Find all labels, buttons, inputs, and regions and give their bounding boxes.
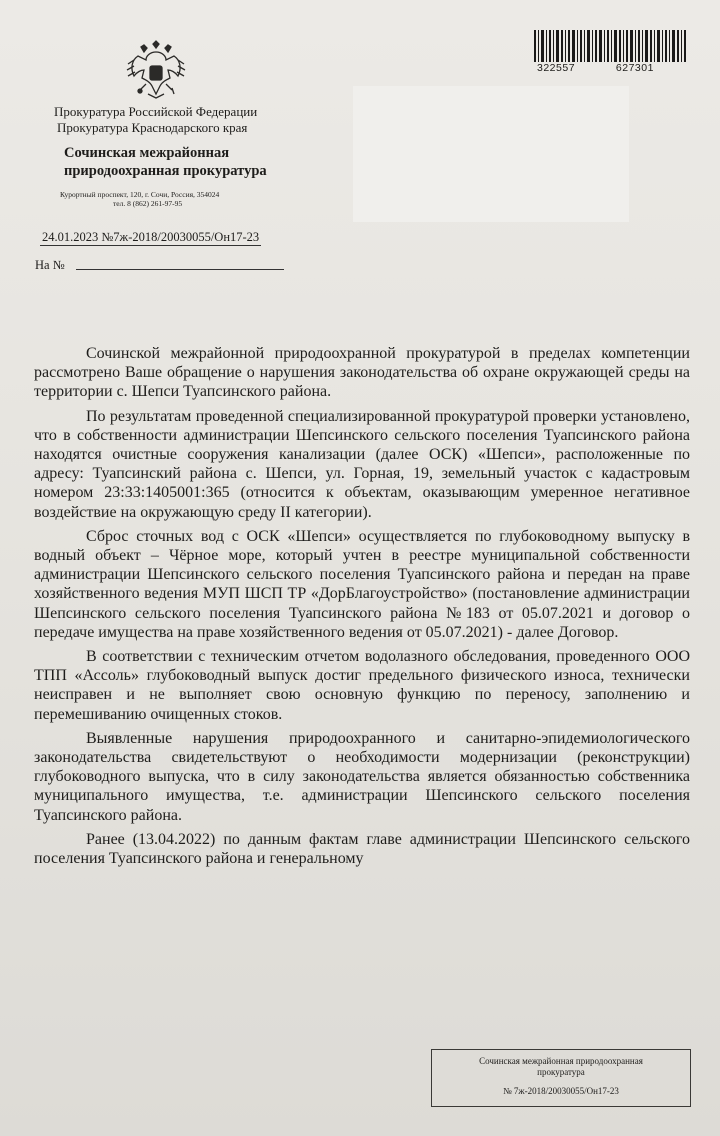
- phone-line: тел. 8 (862) 261-97-95: [113, 199, 183, 208]
- barcode: [534, 30, 686, 62]
- body-paragraph: Ранее (13.04.2022) по данным фактам главе администрации Шепсинского сельского поселения Туапсинского района и генеральному: [34, 830, 690, 868]
- coat-of-arms-icon: [124, 38, 188, 102]
- redacted-recipient-block: [353, 86, 629, 222]
- incoming-reference-blank: [76, 269, 284, 270]
- body-paragraph: В соответствии с техническим отчетом водолазного обследования, проведенного ООО ТПП «Ассоль» глубоководный выпуск достиг предельного физического износа, технически неисправен и не выполняет свою основную функцию по переносу, заполнению и перемешиванию очищенных стоков.: [34, 648, 690, 723]
- body-paragraph: Выявленные нарушения природоохранного и санитарно-эпидемиологического законодательства свидетельствуют о необходимости модернизации (реконструкции) глубоководного выпуска, что в силу законодательства является обязанностью собственника муниципального имущества, т.е. администрации Шепсинского сельского поселения Туапсинского района.: [34, 729, 690, 824]
- incoming-reference-label: На №: [35, 258, 65, 272]
- outgoing-reference: 24.01.2023 №7ж-2018/20030055/Он17-23: [42, 230, 260, 244]
- barcode-number-left: 322557: [537, 62, 576, 74]
- barcode-number: [537, 62, 654, 74]
- body-paragraph: По результатам проведенной специализированной прокуратурой проверки установлено, что в собственности администрации Шепсинского сельского поселения Туапсинского района находятся очистные сооружения канализации (далее ОСК) «Шепси», расположенные по адресу: Туапсинский района с. Шепси, ул. Горная, 19, земельный участок с кадастровым номером 23:33:1405001:365 (относится к объектам, оказывающим умеренное негативное воздействие на окружающую среду II категории).: [34, 407, 690, 521]
- agency-line-regional: Прокуратура Краснодарского края: [57, 120, 248, 135]
- stamp-line-2: прокуратура: [537, 1067, 585, 1077]
- address-line: Курортный проспект, 120, г. Сочи, Россия, 354024: [60, 190, 220, 199]
- letter-body: [34, 344, 690, 873]
- stamp-line-1: Сочинская межрайонная природоохранная: [479, 1056, 643, 1066]
- body-paragraph: Сочинской межрайонной природоохранной прокуратурой в пределах компетенции рассмотрено Ваше обращение о нарушения законодательства об охране окружающей среды на территории с. Шепси Туапсинского района.: [34, 345, 690, 401]
- barcode-number-right: 627301: [615, 62, 654, 74]
- organization-name-line-2: природоохранная прокуратура: [64, 163, 267, 179]
- organization-name: [64, 144, 267, 180]
- stamp-number: № 7ж-2018/20030055/Он17-23: [503, 1086, 619, 1096]
- body-paragraph: Сброс сточных вод с ОСК «Шепси» осуществляется по глубоководному выпуску в водный объект – Чёрное море, который учтен в реестре муниципальной собственности администрации Шепсинского сельского поселения Туапсинского района и передан на праве хозяйственного ведения МУП ШСП ТР «ДорБлагоустройство» (постановление администрации Шепсинского сельского поселения Туапсинского района №183 от 05.07.2021 и договор о передаче имущества на праве хозяйственного ведения от 05.07.2021) - далее Договор.: [34, 527, 690, 641]
- agency-line-federal: Прокуратура Российской Федерации: [54, 104, 258, 119]
- organization-name-line-1: Сочинская межрайонная: [64, 145, 230, 161]
- registration-stamp: [431, 1049, 691, 1107]
